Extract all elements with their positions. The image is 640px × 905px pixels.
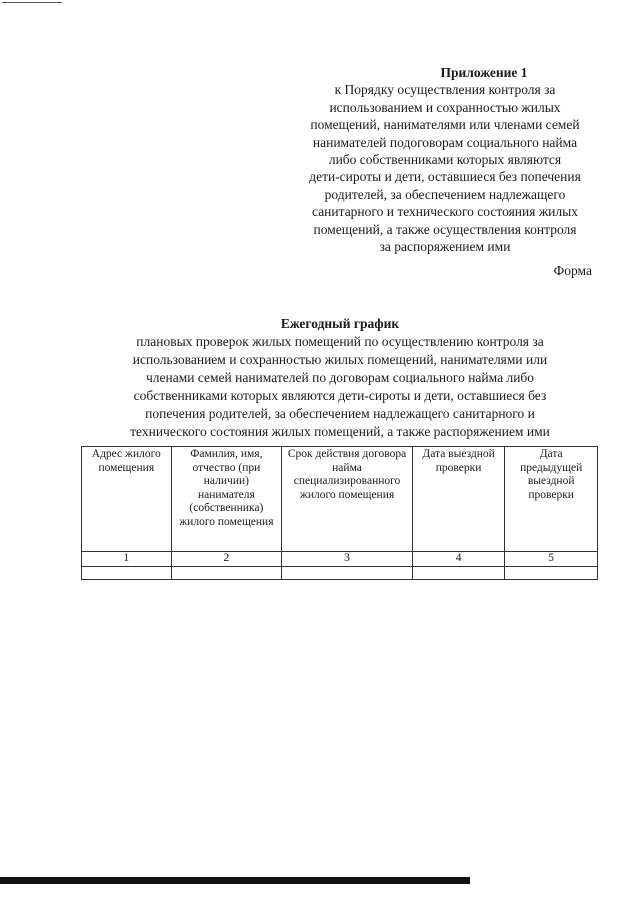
- scan-bottom-bar: [0, 877, 470, 884]
- appendix-title: Приложение 1: [440, 65, 528, 80]
- schedule-line: плановых проверок жилых помещений по осуществлению контроля за: [136, 334, 544, 349]
- table-header-row: [82, 447, 598, 552]
- appendix-line: за распоряжением ими: [379, 239, 511, 255]
- schedule-table: [81, 446, 598, 580]
- appendix-block: [292, 64, 598, 255]
- header-address: Адрес жилого помещения: [82, 447, 172, 552]
- table-cell: [171, 567, 282, 580]
- schedule-line: попечения родителей, за обеспечением надлежащего санитарного и: [145, 406, 535, 421]
- column-number: 3: [282, 552, 413, 567]
- schedule-line: использованием и сохранностью жилых помещений, нанимателями или: [132, 352, 548, 367]
- form-label: Форма: [553, 263, 592, 278]
- schedule-line: технического состояния жилых помещений, а также распоряжением ими: [130, 424, 550, 439]
- column-number: 4: [412, 552, 504, 567]
- table-row: [82, 567, 598, 580]
- appendix-line: санитарного и технического состояния жилых: [312, 204, 578, 220]
- appendix-line: к Порядку осуществления контроля за: [334, 82, 556, 98]
- appendix-line: помещений, а также осуществления контроля: [313, 221, 577, 237]
- header-contract-term: Срок действия договора найма специализированного жилого помещения: [282, 447, 413, 552]
- column-number: 1: [82, 552, 172, 567]
- header-previous-inspection-date: Дата предыдущей выездной проверки: [505, 447, 598, 552]
- column-number-row: [82, 552, 598, 567]
- appendix-line: родителей, за обеспечением надлежащего: [324, 186, 566, 202]
- schedule-title: Ежегодный график: [280, 316, 400, 331]
- schedule-line: членами семей нанимателей по договорам социального найма либо: [145, 370, 535, 385]
- appendix-line: помещений, нанимателями или членами семей: [310, 117, 580, 133]
- scan-edge-line: [2, 2, 62, 3]
- appendix-line: использованием и сохранностью жилых: [329, 99, 561, 115]
- table-cell: [412, 567, 504, 580]
- appendix-line: либо собственниками которых являются: [328, 152, 562, 168]
- appendix-line: нанимателей подоговорам социального найма: [312, 134, 578, 150]
- table-cell: [505, 567, 598, 580]
- table-cell: [282, 567, 413, 580]
- column-number: 2: [171, 552, 282, 567]
- appendix-line: дети-сироты и дети, оставшиеся без попечения: [309, 169, 581, 185]
- schedule-line: собственниками которых являются дети-сироты и дети, оставшиеся без: [133, 388, 547, 403]
- table-cell: [82, 567, 172, 580]
- column-number: 5: [505, 552, 598, 567]
- header-inspection-date: Дата выездной проверки: [412, 447, 504, 552]
- header-tenant-name: Фамилия, имя, отчество (при наличии) нанимателя (собственника) жилого помещения: [171, 447, 282, 552]
- schedule-description: [70, 333, 610, 441]
